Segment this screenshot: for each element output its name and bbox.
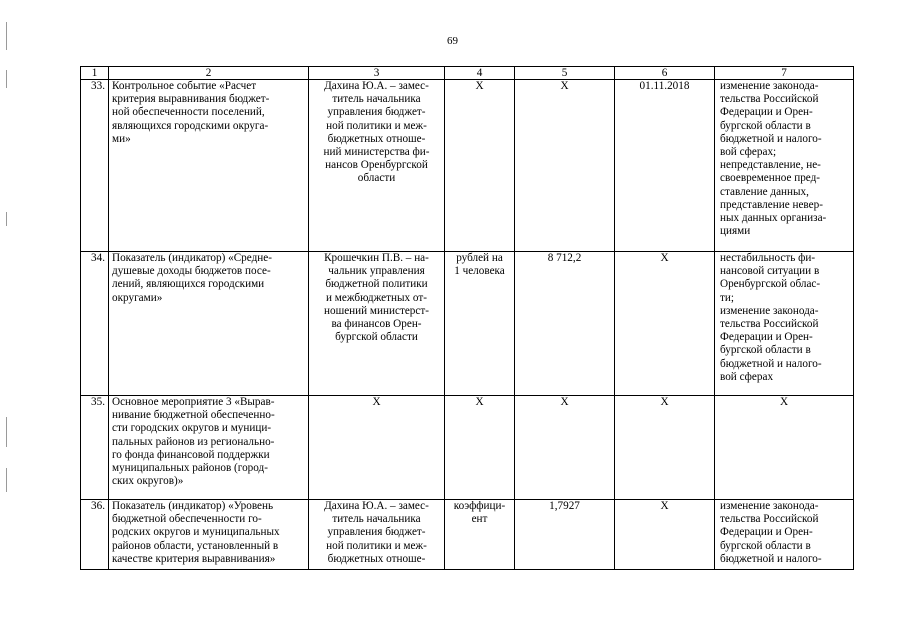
risks: нестабильность фи- нансовой ситуации в Оренбургской облас- ти; изменение законода- тельства Российской Федерации и Орен- бургской области в бюджетной и налого- вой сферах [720,252,822,383]
unit: рублей на 1 человека [454,252,505,278]
column-number: 7 [715,67,854,80]
unit: X [475,396,484,408]
risks: изменение законода- тельства Российской Федерации и Орен- бургской области в бюджетной и налого- [720,500,822,565]
date: X [660,396,669,408]
risks: X [779,396,789,408]
margin-mark [6,468,7,492]
measures-table [80,66,854,570]
margin-mark [6,417,7,447]
column-number: 1 [81,67,109,80]
measure-name: Показатель (индикатор) «Средне- душевые доходы бюджетов посе- лений, являющихся городскими округами» [112,252,272,304]
row-number: 36. [81,500,109,570]
margin-mark [6,22,7,50]
unit: X [475,80,484,92]
table-row [81,396,854,500]
responsible-executor: X [372,396,381,408]
unit: коэффици- ент [453,500,506,526]
row-number: 35. [81,396,109,500]
responsible-executor: Дахина Ю.А. – замес- титель начальника управления бюджет- ной политики и меж- бюджетных отноше- [324,500,429,565]
measure-name: Контрольное событие «Расчет критерия выравнивания бюджет- ной обеспеченности поселений, являющихся городскими округа- ми» [112,80,270,145]
row-number: 33. [81,80,109,252]
column-number: 2 [109,67,309,80]
responsible-executor: Крошечкин П.В. – на- чальник управления бюджетной политики и межбюджетных от- ношений министерст- ва финансов Орен- бургской области [324,252,429,344]
margin-mark [6,212,7,226]
responsible-executor: Дахина Ю.А. – замес- титель начальника управления бюджет- ной политики и меж- бюджетных отноше- ний министерства фи- нансов Оренбургской области [323,80,430,185]
table-row [81,252,854,396]
date: 01.11.2018 [639,80,690,92]
column-number: 4 [445,67,515,80]
date: X [660,252,669,264]
measure-name: Показатель (индикатор) «Уровень бюджетной обеспеченности го- родских округов и муниципальных районов области, установленный в качестве критерия выравнивания» [112,500,280,565]
value: 1,7927 [549,500,580,512]
value: X [560,396,569,408]
row-number: 34. [81,252,109,396]
date: X [660,500,669,512]
column-number: 6 [615,67,715,80]
table-row [81,80,854,252]
table-row [81,500,854,570]
measure-name: Основное мероприятие 3 «Вырав- нивание бюджетной обеспеченно- сти городских округов и муници- пальных районов из регионально- го фонда финансовой поддержки муниципальных районов (город- ских округов)» [112,396,275,488]
risks: изменение законода- тельства Российской Федерации и Орен- бургской области в бюджетной и налого- вой сферах; непредставление, не- своевременное пред- ставление данных, представление невер- ных данных организа- циями [720,80,827,238]
column-number: 5 [515,67,615,80]
column-number-row [81,67,854,80]
value: X [560,80,569,92]
margin-mark [6,70,7,88]
page-number: 69 [447,35,458,47]
column-number: 3 [309,67,445,80]
value: 8 712,2 [547,252,582,264]
